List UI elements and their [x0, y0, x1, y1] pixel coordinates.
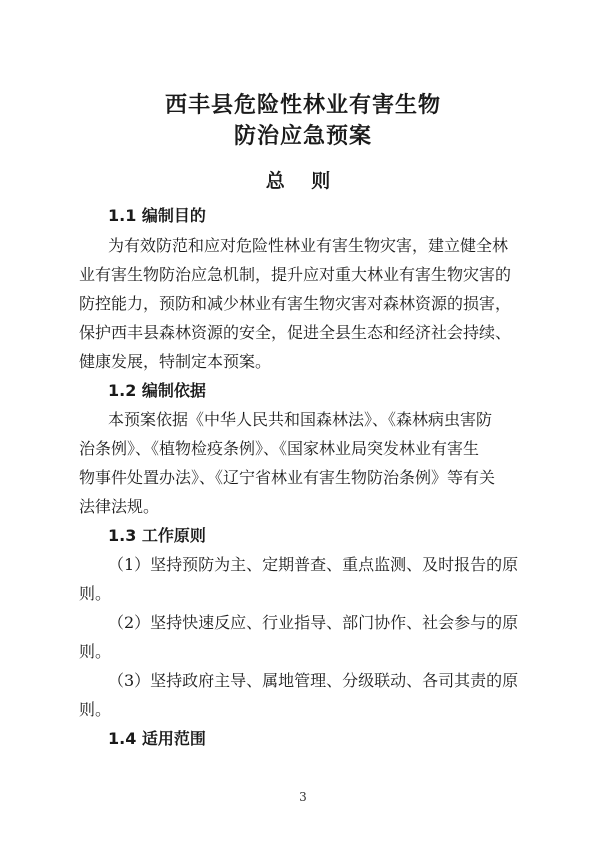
paragraph-line: （3）坚持政府主导、属地管理、分级联动、各司其责的原 — [108, 671, 519, 690]
section-heading-1-2: 1.2 编制依据 — [108, 381, 206, 400]
paragraph-line: 防控能力，预防和减少林业有害生物灾害对森林资源的损害， — [79, 294, 512, 313]
paragraph-line: 治条例》、《植物检疫条例》、《国家林业局突发林业有害生 — [79, 439, 480, 458]
document-title-line-1: 西丰县危险性林业有害生物 — [164, 93, 441, 118]
paragraph-line: 物事件处置办法》、《辽宁省林业有害生物防治条例》等有关 — [79, 468, 496, 487]
page-number: 3 — [299, 790, 307, 804]
paragraph-line: 业有害生物防治应急机制，提升应对重大林业有害生物灾害的 — [79, 265, 512, 284]
paragraph-line: （1）坚持预防为主、定期普查、重点监测、及时报告的原 — [108, 555, 519, 574]
section-heading-1-4: 1.4 适用范围 — [108, 729, 206, 748]
paragraph-line: 本预案依据《中华人民共和国森林法》、《森林病虫害防 — [108, 410, 493, 429]
paragraph-line: 则。 — [79, 642, 112, 661]
paragraph-line: 则。 — [79, 700, 112, 719]
paragraph-line: 则。 — [79, 584, 112, 603]
paragraph-line: 健康发展，特制定本预案。 — [79, 352, 272, 371]
paragraph-line: （2）坚持快速反应、行业指导、部门协作、社会参与的原 — [108, 613, 519, 632]
chapter-heading: 总 则 — [265, 170, 341, 192]
document-title-line-2: 防治应急预案 — [233, 124, 372, 149]
section-heading-1-1: 1.1 编制目的 — [108, 206, 206, 225]
paragraph-line: 法律法规。 — [79, 497, 160, 516]
paragraph-line: 保护西丰县森林资源的安全，促进全县生态和经济社会持续、 — [79, 323, 512, 342]
paragraph-line: 为有效防范和应对危险性林业有害生物灾害，建立健全林 — [108, 236, 509, 255]
section-heading-1-3: 1.3 工作原则 — [108, 526, 206, 545]
